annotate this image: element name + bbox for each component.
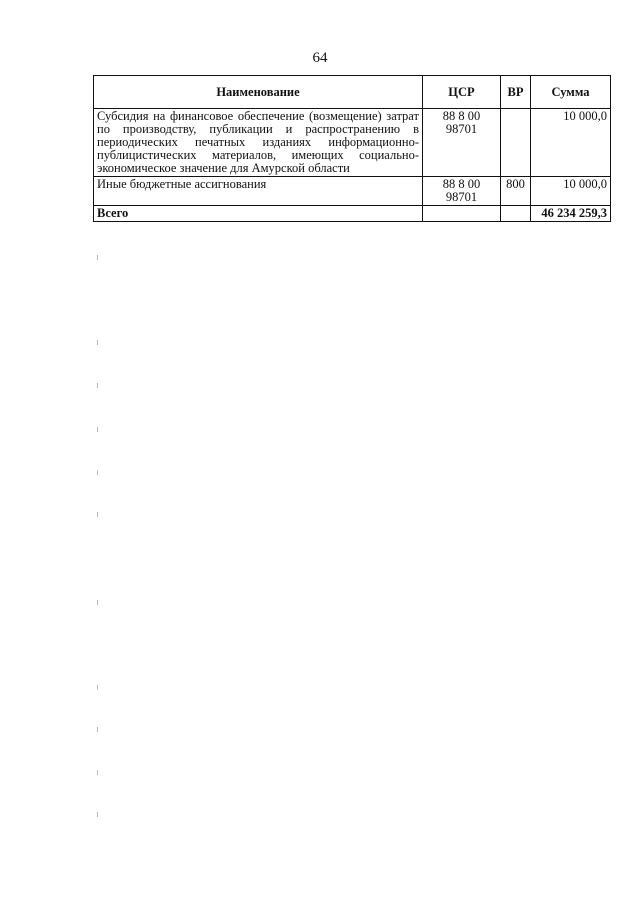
header-vr: ВР: [501, 76, 531, 109]
row-csr: [423, 109, 501, 177]
header-sum: Сумма: [531, 76, 611, 109]
row-name: Субсидия на финансовое обеспечение (возмещение) затрат по производству, публикации и распространению в периодических печатных изданиях информационно-публицистических материалов, имеющих социально-экономическое значение для Амурской области: [94, 109, 423, 177]
scan-mark: [97, 255, 98, 260]
scan-mark: [97, 770, 98, 775]
row-vr: 800: [501, 177, 531, 206]
total-vr: [501, 206, 531, 222]
scan-mark: [97, 600, 98, 605]
header-csr: ЦСР: [423, 76, 501, 109]
total-label: Всего: [94, 206, 423, 222]
page-number: 64: [312, 50, 328, 66]
scan-mark: [97, 685, 98, 690]
scan-mark: [97, 427, 98, 432]
row-csr: [423, 177, 501, 206]
row-name: Иные бюджетные ассигнования: [94, 177, 423, 206]
scan-mark: [97, 812, 98, 817]
row-sum: 10 000,0: [531, 177, 611, 206]
budget-table: [93, 75, 611, 222]
scan-mark: [97, 727, 98, 732]
row-csr-line1: 88 8 00: [442, 177, 481, 191]
row-sum: 10 000,0: [531, 109, 611, 177]
table-header-row: [94, 76, 611, 109]
scan-mark: [97, 470, 98, 475]
scan-mark: [97, 340, 98, 345]
row-vr: [501, 109, 531, 177]
total-row: [94, 206, 611, 222]
table-row: [94, 177, 611, 206]
total-sum: 46 234 259,3: [531, 206, 611, 222]
table-row: [94, 109, 611, 177]
row-csr-line2: 98701: [445, 190, 478, 204]
row-csr-line1: 88 8 00: [442, 109, 481, 123]
total-csr: [423, 206, 501, 222]
row-csr-line2: 98701: [445, 122, 478, 136]
scan-mark: [97, 383, 98, 388]
scan-mark: [97, 512, 98, 517]
header-name: Наименование: [94, 76, 423, 109]
